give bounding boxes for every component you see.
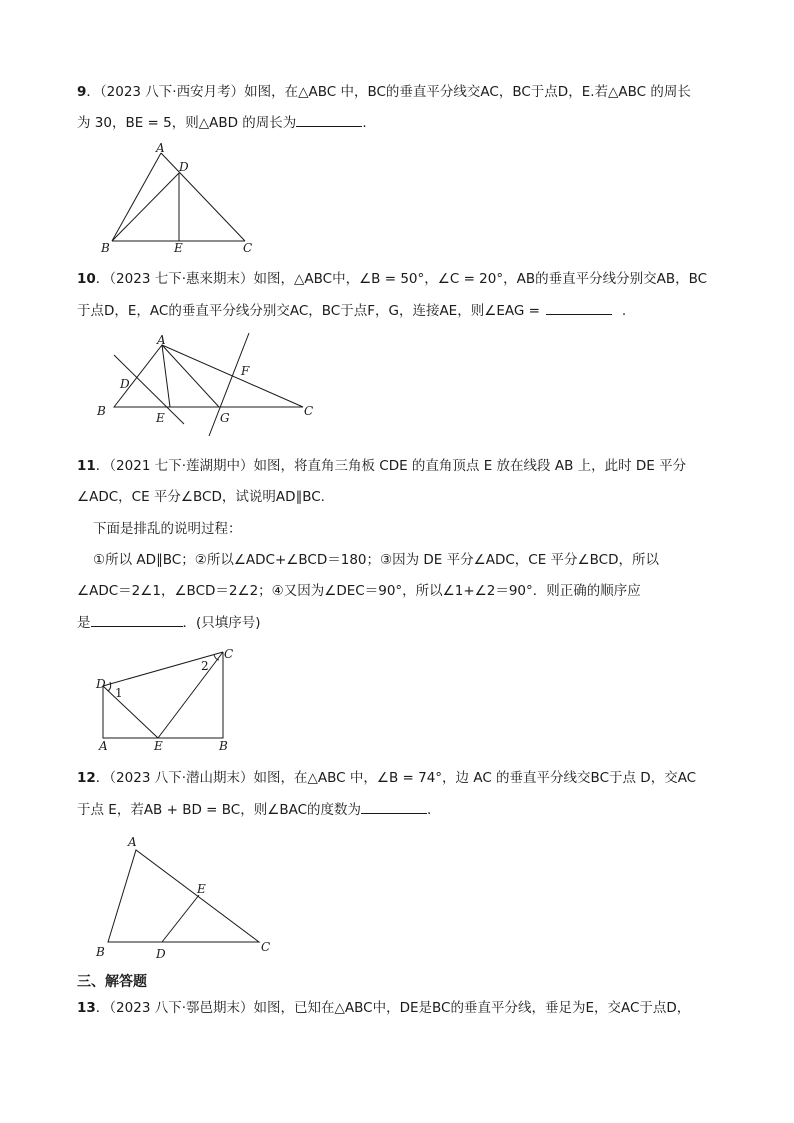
q13-text-1: 如图，已知在△ABC中，DE是BC的垂直平分线，垂足为E，交AC于点D， bbox=[253, 1000, 691, 1016]
q9-line2 bbox=[77, 112, 367, 133]
q10-text-1: 如图，△ABC中，∠B = 50°，∠C = 20°，AB的垂直平分线分别交AB，BC bbox=[253, 271, 708, 287]
q12-period: . bbox=[427, 802, 432, 818]
q9-line1 bbox=[77, 82, 691, 102]
q12-source: ．（2023 八下·潜山期末） bbox=[95, 770, 254, 786]
q9-answer-blank[interactable] bbox=[296, 112, 362, 127]
q13-line1 bbox=[77, 998, 690, 1018]
q9-label-D: D bbox=[179, 160, 189, 174]
q10-label-B: B bbox=[97, 404, 106, 418]
q9-label-A: A bbox=[156, 141, 165, 155]
q13-number: 13 bbox=[77, 1000, 96, 1016]
q9-label-C: C bbox=[243, 241, 253, 255]
q12-line1 bbox=[77, 768, 696, 788]
q9-text-2: 为 30，BE = 5，则△ABD 的周长为 bbox=[77, 115, 297, 131]
q11-text-6: 是 bbox=[77, 615, 91, 631]
q11-line3: 下面是排乱的说明过程： bbox=[93, 521, 242, 537]
q10-figure bbox=[95, 333, 325, 443]
q10-label-D: D bbox=[120, 377, 130, 391]
q11-line2: ∠ADC，CE 平分∠BCD，试说明AD∥BC. bbox=[77, 489, 325, 505]
q9-period: . bbox=[362, 115, 367, 131]
q12-segment-DE bbox=[162, 895, 199, 942]
q11-text-6-post: ．(只填序号) bbox=[182, 615, 261, 631]
q9-number: 9 bbox=[77, 84, 87, 100]
q11-text-1: 如图，将直角三角板 CDE 的直角顶点 E 放在线段 AB 上，此时 DE 平分 bbox=[253, 458, 687, 474]
q11-label-A: A bbox=[99, 739, 108, 753]
q12-text-2: 于点 E，若AB + BD = BC，则∠BAC的度数为 bbox=[77, 802, 362, 818]
q11-angle-1-arc bbox=[108, 682, 111, 691]
q12-label-A: A bbox=[128, 835, 137, 849]
q11-answer-blank[interactable] bbox=[91, 612, 183, 627]
q11-segment-DE bbox=[103, 686, 158, 738]
q10-period: . bbox=[621, 303, 627, 319]
q12-line2 bbox=[77, 799, 431, 820]
q12-triangle-ABC bbox=[108, 850, 259, 942]
q11-label-2: 2 bbox=[201, 659, 209, 673]
q11-segment-EC bbox=[158, 652, 223, 738]
q11-line4: ①所以 AD∥BC；②所以∠ADC+∠BCD＝180；③因为 DE 平分∠ADC，CE 平分∠BCD，所以 bbox=[93, 552, 659, 568]
q9-source: ．（2023 八下·西安月考） bbox=[86, 84, 245, 100]
q10-number: 10 bbox=[77, 271, 96, 287]
q11-source: ．（2021 七下·莲湖期中） bbox=[95, 458, 254, 474]
q12-number: 12 bbox=[77, 770, 96, 786]
q12-label-C: C bbox=[261, 940, 271, 954]
q12-text-1: 如图，在△ABC 中，∠B = 74°，边 AC 的垂直平分线交BC于点 D，交AC bbox=[253, 770, 697, 786]
q10-label-G: G bbox=[220, 411, 230, 425]
q11-label-B: B bbox=[219, 739, 228, 753]
q9-text-1: 如图，在△ABC 中，BC的垂直平分线交AC，BC于点D，E.若△ABC 的周长 bbox=[244, 84, 691, 100]
q11-label-C: C bbox=[224, 647, 234, 661]
q12-figure bbox=[93, 832, 283, 962]
q12-label-B: B bbox=[96, 945, 105, 959]
q10-answer-blank[interactable] bbox=[546, 300, 612, 315]
q9-segment-AC bbox=[161, 153, 245, 241]
q11-figure bbox=[93, 646, 243, 756]
q12-answer-blank[interactable] bbox=[361, 799, 427, 814]
q10-line2 bbox=[77, 300, 626, 321]
q9-segment-BD bbox=[112, 173, 179, 241]
q11-line1 bbox=[77, 456, 686, 476]
q10-text-2: 于点D，E，AC的垂直平分线分别交AC，BC于点F，G，连接AE，则∠EAG = bbox=[77, 303, 540, 319]
q9-figure bbox=[95, 140, 265, 255]
q11-label-1: 1 bbox=[115, 686, 123, 700]
q9-label-B: B bbox=[101, 241, 110, 255]
q11-label-D: D bbox=[96, 677, 106, 691]
q11-line6 bbox=[77, 612, 261, 633]
q10-label-C: C bbox=[304, 404, 314, 418]
q12-label-D: D bbox=[156, 947, 166, 961]
q10-label-A: A bbox=[157, 333, 166, 347]
q12-label-E: E bbox=[197, 882, 206, 896]
q10-triangle-ABC bbox=[114, 345, 303, 407]
q11-line5: ∠ADC＝2∠1，∠BCD＝2∠2；④又因为∠DEC＝90°，所以∠1+∠2＝90°．则正确的顺序应 bbox=[77, 583, 641, 599]
q10-segment-AG bbox=[162, 345, 219, 407]
q10-label-E: E bbox=[156, 411, 165, 425]
q10-source: ．（2023 七下·惠来期末） bbox=[95, 271, 254, 287]
q9-label-E: E bbox=[174, 241, 183, 255]
q11-number: 11 bbox=[77, 458, 96, 474]
q10-line1 bbox=[77, 269, 707, 289]
q11-label-E: E bbox=[154, 739, 163, 753]
q10-label-F: F bbox=[241, 364, 250, 378]
q10-segment-AE bbox=[162, 345, 170, 407]
q13-source: ．（2023 八下·鄠邑期末） bbox=[95, 1000, 254, 1016]
section-heading: 三、解答题 bbox=[77, 974, 147, 990]
q9-segment-AB bbox=[112, 153, 161, 241]
